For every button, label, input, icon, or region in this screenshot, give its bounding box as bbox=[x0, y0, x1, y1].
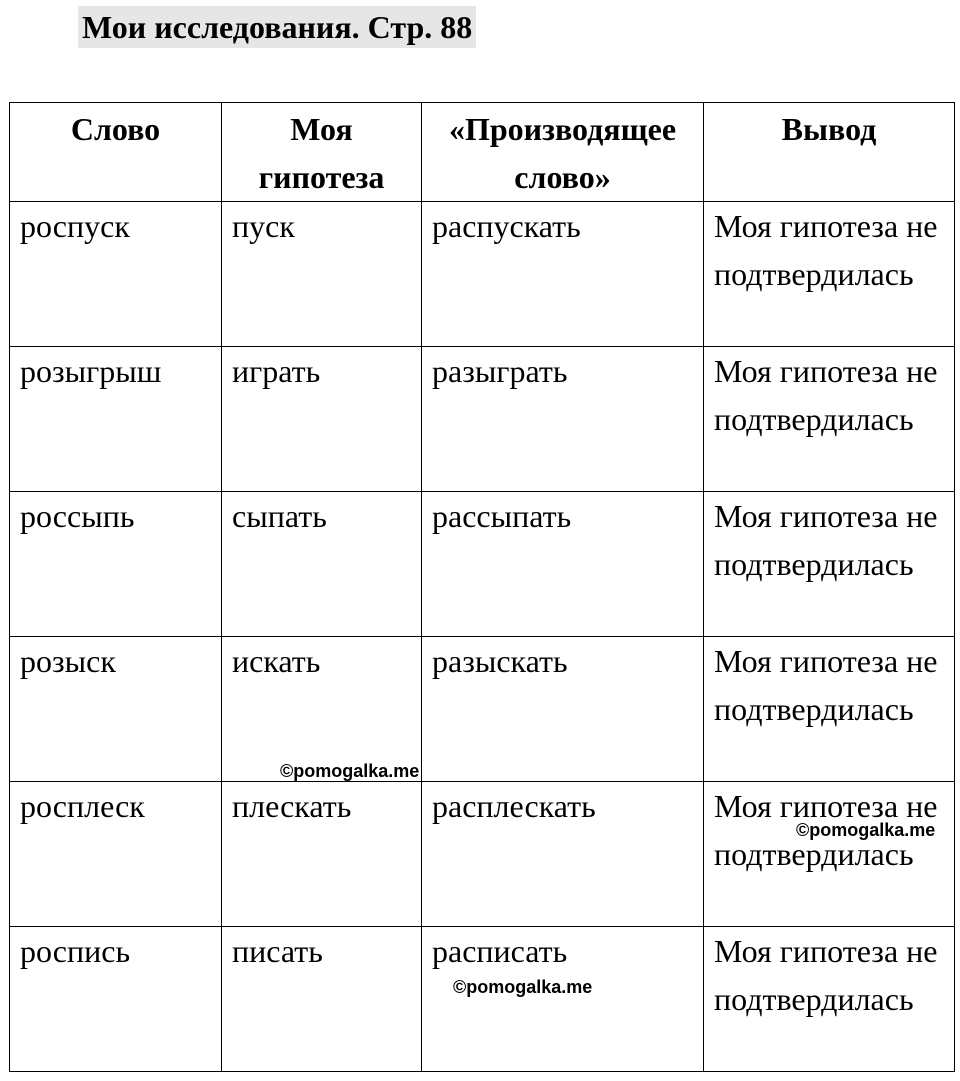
table-row bbox=[10, 347, 955, 492]
cell-conclusion: Моя гипотеза не подтвердилась bbox=[704, 347, 955, 492]
watermark: ©pomogalka.me bbox=[280, 761, 420, 781]
cell-source-word: распускать bbox=[422, 202, 704, 347]
cell-word: роспись bbox=[10, 927, 222, 1072]
table-row bbox=[10, 927, 955, 1072]
cell-hypothesis: писать bbox=[222, 927, 422, 1072]
cell-source-word: разыскать bbox=[422, 637, 704, 782]
cell-conclusion: Моя гипотеза не подтвердилась bbox=[704, 202, 955, 347]
page-title: Мои исследования. Стр. 88 bbox=[78, 6, 476, 48]
cell-hypothesis: искать bbox=[222, 637, 422, 782]
table-row bbox=[10, 492, 955, 637]
cell-word: россыпь bbox=[10, 492, 222, 637]
cell-hypothesis: сыпать bbox=[222, 492, 422, 637]
cell-word: роспуск bbox=[10, 202, 222, 347]
cell-word: розыск bbox=[10, 637, 222, 782]
cell-conclusion: Моя гипотеза не подтвердилась bbox=[704, 927, 955, 1072]
cell-hypothesis: пуск bbox=[222, 202, 422, 347]
table-row bbox=[10, 637, 955, 782]
header-source-word: «Производящее слово» bbox=[422, 103, 704, 202]
cell-conclusion: Моя гипотеза не подтвердилась bbox=[704, 492, 955, 637]
research-table bbox=[9, 102, 955, 1072]
cell-source-word: расплескать bbox=[422, 782, 704, 927]
cell-source-word: разыграть bbox=[422, 347, 704, 492]
cell-word: росплеск bbox=[10, 782, 222, 927]
header-word: Слово bbox=[10, 103, 222, 202]
cell-word: розыгрыш bbox=[10, 347, 222, 492]
table-row bbox=[10, 782, 955, 927]
cell-hypothesis: плескать bbox=[222, 782, 422, 927]
watermark: ©pomogalka.me bbox=[796, 820, 936, 840]
cell-source-word: расписать bbox=[422, 927, 704, 1072]
cell-conclusion: Моя гипотеза не подтвердилась bbox=[704, 782, 955, 927]
table-body bbox=[10, 202, 955, 1072]
cell-conclusion: Моя гипотеза не подтвердилась bbox=[704, 637, 955, 782]
header-row bbox=[10, 103, 955, 202]
table-header bbox=[10, 103, 955, 202]
header-hypothesis: Моя гипотеза bbox=[222, 103, 422, 202]
cell-hypothesis: играть bbox=[222, 347, 422, 492]
table-row bbox=[10, 202, 955, 347]
cell-source-word: рассыпать bbox=[422, 492, 704, 637]
header-conclusion: Вывод bbox=[704, 103, 955, 202]
watermark: ©pomogalka.me bbox=[453, 977, 593, 997]
